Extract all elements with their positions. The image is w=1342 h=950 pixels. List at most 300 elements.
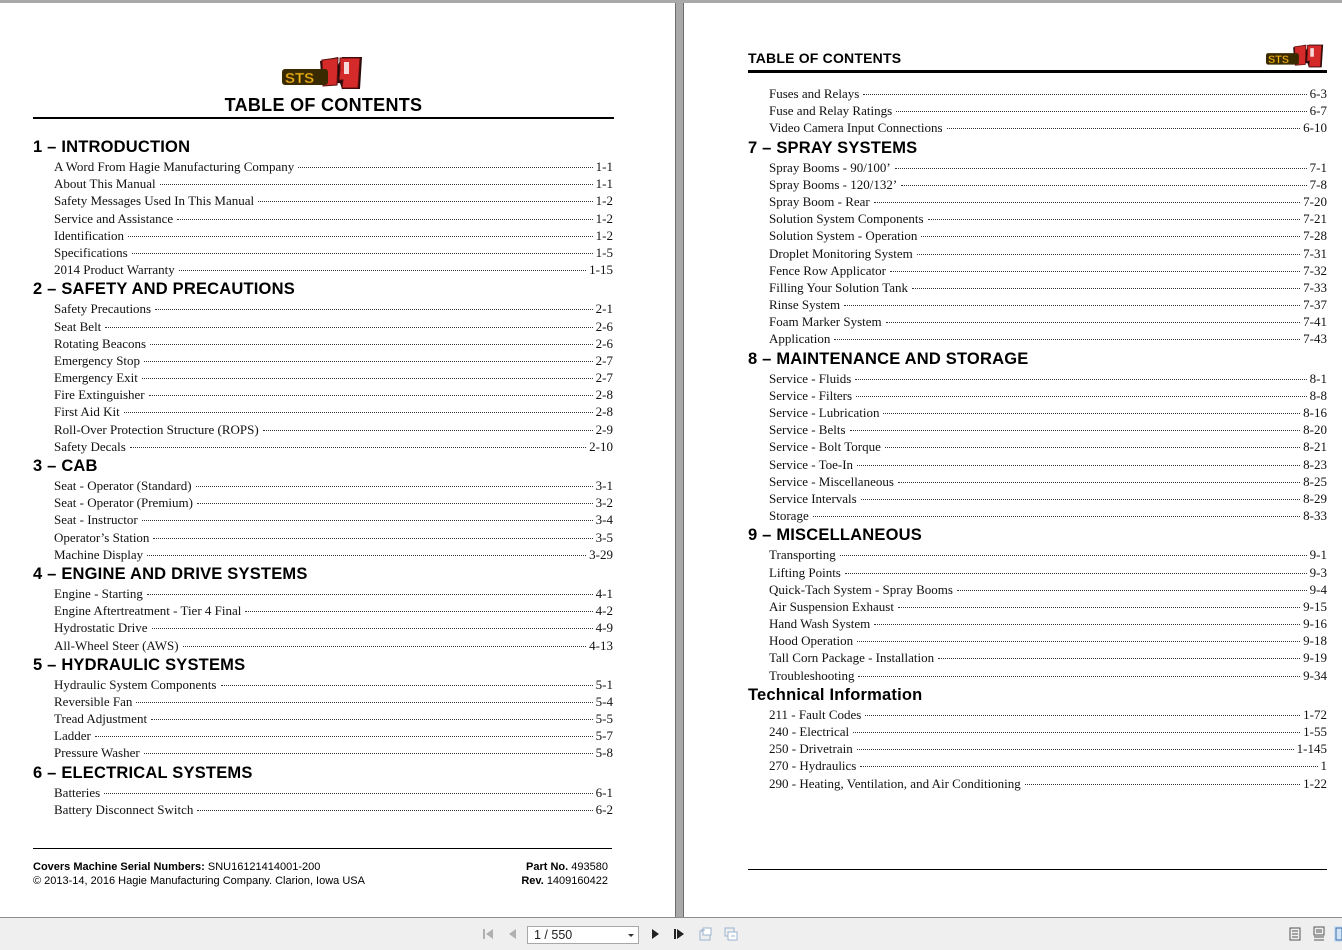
toc-entry-page: 9-1 bbox=[1309, 547, 1327, 563]
toc-entry-page: 4-2 bbox=[595, 603, 613, 619]
toc-entry-title: Quick-Tach System - Spray Booms bbox=[769, 581, 953, 597]
toc-entry-title: Hydrostatic Drive bbox=[54, 620, 148, 636]
toc-entry[interactable] bbox=[748, 757, 1327, 774]
toc-entry-title: Service - Miscellaneous bbox=[769, 473, 894, 489]
toc-entry-title: Droplet Monitoring System bbox=[769, 245, 913, 261]
first-page-icon bbox=[481, 926, 497, 942]
next-page-icon bbox=[647, 926, 663, 942]
toc-entry[interactable] bbox=[748, 404, 1327, 421]
first-page-button[interactable] bbox=[481, 926, 497, 942]
footer-serial-block bbox=[33, 860, 365, 888]
dot-leader bbox=[834, 329, 1300, 340]
dot-leader bbox=[298, 157, 592, 168]
toc-entry-title: Batteries bbox=[54, 784, 101, 800]
toc-entry-title: Hood Operation bbox=[769, 633, 854, 649]
toc-entry-page: 5-1 bbox=[595, 676, 613, 692]
dot-leader bbox=[128, 226, 593, 237]
toc-entry-page: 1-15 bbox=[589, 262, 613, 278]
toc-entry-title: Spray Booms - 120/132’ bbox=[769, 176, 898, 192]
toc-entry[interactable] bbox=[33, 693, 613, 710]
toc-entry-page: 7-1 bbox=[1309, 159, 1327, 175]
sts14-logo-small bbox=[1266, 43, 1326, 69]
toc-entry-title: Specifications bbox=[54, 244, 128, 260]
dot-leader bbox=[1025, 774, 1300, 785]
toc-entry[interactable] bbox=[748, 193, 1327, 210]
toc-entry-page: 1-2 bbox=[595, 193, 613, 209]
toc-entry-page: 6-1 bbox=[595, 784, 613, 800]
dot-leader bbox=[890, 261, 1300, 272]
toc-entry-page: 1-2 bbox=[595, 227, 613, 243]
toc-entry-page: 2-6 bbox=[595, 335, 613, 351]
toc-entry-page: 3-4 bbox=[595, 512, 613, 528]
toc-entry-title: Service and Assistance bbox=[54, 210, 174, 226]
toc-entry[interactable] bbox=[33, 421, 613, 438]
facing-view-icon bbox=[1334, 926, 1342, 942]
toc-entry[interactable] bbox=[33, 744, 613, 761]
dot-leader bbox=[130, 437, 586, 448]
toc-entry-title: Tall Corn Package - Installation bbox=[769, 650, 935, 666]
toc-entry[interactable] bbox=[748, 296, 1327, 313]
header-rule bbox=[748, 70, 1327, 73]
toc-section-heading[interactable]: 9 – MISCELLANEOUS bbox=[748, 526, 922, 545]
toc-entry-page: 2-6 bbox=[595, 318, 613, 334]
toc-entry[interactable] bbox=[33, 637, 613, 654]
dot-leader bbox=[155, 299, 593, 310]
toc-entry-title: Fuse and Relay Ratings bbox=[769, 103, 893, 119]
toc-section-heading[interactable]: Technical Information bbox=[748, 685, 923, 704]
toc-entry[interactable] bbox=[748, 245, 1327, 262]
chevron-down-icon bbox=[628, 934, 634, 937]
dot-leader bbox=[196, 476, 593, 487]
toc-entry-page: 2-7 bbox=[595, 370, 613, 386]
toc-entry-page: 8-33 bbox=[1303, 508, 1327, 524]
toc-entry-page: 2-7 bbox=[595, 352, 613, 368]
toc-entry-page: 8-20 bbox=[1303, 422, 1327, 438]
dot-leader bbox=[874, 614, 1300, 625]
toc-entry[interactable] bbox=[748, 262, 1327, 279]
toc-entry-title: Service - Filters bbox=[769, 387, 853, 403]
footer-rule-right bbox=[748, 869, 1327, 870]
toc-entry-page: 2-8 bbox=[595, 404, 613, 420]
dot-leader bbox=[857, 631, 1300, 642]
toc-entry-title: 211 - Fault Codes bbox=[769, 706, 862, 722]
dot-leader bbox=[105, 317, 592, 328]
toc-entry[interactable] bbox=[33, 227, 613, 244]
toc-entry[interactable] bbox=[748, 159, 1327, 176]
toc-section-heading[interactable]: 7 – SPRAY SYSTEMS bbox=[748, 138, 918, 157]
toc-entry[interactable] bbox=[748, 210, 1327, 227]
dot-leader bbox=[938, 648, 1300, 659]
toc-entry[interactable] bbox=[748, 176, 1327, 193]
page-indicator: 1 / 550 bbox=[534, 928, 573, 942]
toc-entry-page: 7-20 bbox=[1303, 193, 1327, 209]
toc-entry[interactable] bbox=[33, 529, 613, 546]
toc-entry-title: Seat Belt bbox=[54, 318, 102, 334]
toc-entry[interactable] bbox=[748, 723, 1327, 740]
toc-entry[interactable] bbox=[33, 175, 613, 192]
dot-leader bbox=[150, 334, 593, 345]
toc-entry-title: Emergency Exit bbox=[54, 370, 138, 386]
dot-leader bbox=[874, 192, 1300, 203]
toc-entry-page: 8-21 bbox=[1303, 439, 1327, 455]
toc-entry-page: 8-25 bbox=[1303, 473, 1327, 489]
dot-leader bbox=[142, 368, 593, 379]
toc-entry-page: 9-19 bbox=[1303, 650, 1327, 666]
toc-entry-title: Emergency Stop bbox=[54, 352, 141, 368]
toc-entry-page: 1-55 bbox=[1303, 724, 1327, 739]
toc-entry-page: 2-1 bbox=[595, 301, 613, 317]
dot-leader bbox=[856, 386, 1307, 397]
toc-entry-page: 2-10 bbox=[589, 438, 613, 454]
toc-entry[interactable] bbox=[748, 370, 1327, 387]
toc-entry-title: 2014 Product Warranty bbox=[54, 262, 175, 278]
dot-leader bbox=[845, 563, 1307, 574]
toc-entry-page: 2-9 bbox=[595, 421, 613, 437]
toc-entry[interactable] bbox=[33, 676, 613, 693]
toc-entry[interactable] bbox=[33, 801, 613, 818]
pdf-page-left bbox=[0, 3, 676, 917]
toc-entry-title: Seat - Operator (Standard) bbox=[54, 478, 192, 493]
dot-leader bbox=[149, 385, 593, 396]
dot-leader bbox=[917, 244, 1300, 255]
toc-entry-page: 4-1 bbox=[595, 585, 613, 601]
toc-section-heading[interactable]: 6 – ELECTRICAL SYSTEMS bbox=[33, 763, 253, 782]
dot-leader bbox=[947, 118, 1301, 129]
facing-view-button[interactable] bbox=[1334, 926, 1342, 942]
dot-leader bbox=[245, 601, 592, 612]
previous-view-button[interactable] bbox=[697, 926, 713, 942]
toc-entry-title: Foam Marker System bbox=[769, 314, 882, 330]
toc-entry-title: Troubleshooting bbox=[769, 667, 855, 683]
toc-entry[interactable] bbox=[33, 318, 613, 335]
dot-leader bbox=[153, 528, 592, 539]
toc-section-heading[interactable]: 8 – MAINTENANCE AND STORAGE bbox=[748, 349, 1029, 368]
toc-entry-title: Safety Decals bbox=[54, 438, 126, 454]
copyright: © 2013-14, 2016 Hagie Manufacturing Company. Clarion, Iowa USA bbox=[33, 875, 365, 887]
toc-entry-title: Safety Messages Used In This Manual bbox=[54, 193, 255, 209]
toc-section-heading[interactable]: 1 – INTRODUCTION bbox=[33, 138, 191, 156]
toc-entry-page: 1-72 bbox=[1303, 706, 1327, 722]
toc-entry-page: 6-2 bbox=[595, 801, 613, 817]
part-value: 493580 bbox=[571, 861, 608, 873]
toc-entry[interactable] bbox=[33, 335, 613, 352]
rev-value: 1409160422 bbox=[546, 875, 608, 887]
dot-leader bbox=[863, 84, 1306, 95]
last-page-button[interactable] bbox=[671, 926, 687, 942]
toc-entry[interactable] bbox=[33, 710, 613, 727]
toc-entry[interactable] bbox=[748, 421, 1327, 438]
dot-leader bbox=[144, 351, 593, 362]
dot-leader bbox=[147, 584, 593, 595]
toc-entry-title: Service Intervals bbox=[769, 490, 857, 506]
dot-leader bbox=[144, 743, 593, 754]
toc-entry-title: Pressure Washer bbox=[54, 745, 140, 761]
toc-entry-title: Operator’s Station bbox=[54, 529, 150, 545]
dot-leader bbox=[151, 709, 593, 720]
dot-leader bbox=[898, 597, 1300, 608]
toc-entry-page: 5-5 bbox=[595, 711, 613, 727]
toc-entry[interactable] bbox=[33, 619, 613, 636]
toc-entry-title: Air Suspension Exhaust bbox=[769, 598, 894, 614]
toc-entry-title: Rotating Beacons bbox=[54, 335, 147, 351]
previous-page-button[interactable] bbox=[505, 926, 521, 942]
toc-entry-title: Storage bbox=[769, 508, 809, 524]
dot-leader bbox=[928, 209, 1301, 220]
pdf-page-right bbox=[683, 3, 1342, 917]
toc-entry-title: Solution System Components bbox=[769, 211, 924, 227]
dot-leader bbox=[179, 260, 586, 271]
dot-leader bbox=[883, 403, 1300, 414]
toc-entry-title: Machine Display bbox=[54, 546, 144, 562]
toc-entry-page: 1-1 bbox=[595, 176, 613, 192]
toc-entry-title: Video Camera Input Connections bbox=[769, 120, 943, 136]
title-rule bbox=[33, 117, 614, 119]
toc-entry-page: 4-13 bbox=[589, 637, 613, 653]
next-view-icon bbox=[723, 926, 739, 942]
dot-leader bbox=[183, 636, 587, 647]
toc-entry-page: 1-5 bbox=[595, 244, 613, 260]
toc-entry-title: Engine - Starting bbox=[54, 585, 143, 601]
toc-entry-page: 9-4 bbox=[1309, 581, 1327, 597]
toc-entry[interactable] bbox=[748, 546, 1327, 563]
toc-section-heading[interactable]: 3 – CAB bbox=[33, 457, 98, 475]
toc-entry-title: Solution System - Operation bbox=[769, 228, 918, 244]
toc-entry[interactable] bbox=[748, 667, 1327, 684]
toc-entry-page: 7-28 bbox=[1303, 228, 1327, 244]
toc-entry-page: 8-1 bbox=[1309, 370, 1327, 386]
toc-entry-page: 4-9 bbox=[595, 620, 613, 636]
toc-entry-title: A Word From Hagie Manufacturing Company bbox=[54, 159, 295, 174]
toc-entry-page: 7-33 bbox=[1303, 279, 1327, 295]
toc-entry-page: 7-31 bbox=[1303, 245, 1327, 261]
toc-right-column bbox=[748, 85, 1327, 792]
toc-entry-page: 9-15 bbox=[1303, 598, 1327, 614]
dot-leader bbox=[896, 101, 1307, 112]
toc-entry-page: 1-22 bbox=[1303, 775, 1327, 791]
part-label: Part No. bbox=[526, 861, 569, 873]
toc-entry[interactable] bbox=[748, 775, 1327, 792]
dot-leader bbox=[258, 191, 593, 202]
toc-entry-page: 1 bbox=[1320, 758, 1327, 774]
toc-entry-page: 7-21 bbox=[1303, 211, 1327, 227]
dot-leader bbox=[957, 580, 1307, 591]
toc-entry-page: 1-1 bbox=[595, 159, 613, 174]
toc-entry[interactable] bbox=[33, 438, 613, 455]
dot-leader bbox=[857, 739, 1294, 750]
toc-entry[interactable] bbox=[748, 313, 1327, 330]
toc-entry[interactable] bbox=[33, 585, 613, 602]
toc-entry-page: 9-3 bbox=[1309, 564, 1327, 580]
toc-entry[interactable] bbox=[748, 615, 1327, 632]
toc-entry[interactable] bbox=[748, 632, 1327, 649]
svg-text:STS: STS bbox=[1268, 54, 1289, 67]
continuous-view-button[interactable] bbox=[1311, 926, 1327, 942]
single-page-view-button[interactable] bbox=[1287, 926, 1303, 942]
toc-entry-title: Roll-Over Protection Structure (ROPS) bbox=[54, 421, 259, 437]
toc-entry[interactable] bbox=[33, 727, 613, 744]
dot-leader bbox=[865, 705, 1300, 716]
toc-entry-page: 3-1 bbox=[595, 478, 613, 493]
toc-entry[interactable] bbox=[33, 784, 613, 801]
toc-entry[interactable] bbox=[33, 477, 613, 494]
dot-leader bbox=[136, 692, 592, 703]
toc-entry-page: 5-4 bbox=[595, 693, 613, 709]
dot-leader bbox=[813, 506, 1300, 517]
toc-entry-page: 6-3 bbox=[1309, 86, 1327, 101]
dot-leader bbox=[861, 489, 1300, 500]
toc-entry-title: Reversible Fan bbox=[54, 693, 133, 709]
footer-part-block bbox=[470, 860, 608, 888]
toc-entry-page: 8-16 bbox=[1303, 405, 1327, 420]
dot-leader bbox=[901, 175, 1306, 186]
dot-leader bbox=[221, 675, 593, 686]
toc-entry-title: Lifting Points bbox=[769, 564, 841, 580]
toc-entry[interactable] bbox=[748, 473, 1327, 490]
toc-entry[interactable] bbox=[33, 386, 613, 403]
toc-entry[interactable] bbox=[33, 602, 613, 619]
toc-entry[interactable] bbox=[33, 158, 613, 175]
toc-section-heading[interactable]: 4 – ENGINE AND DRIVE SYSTEMS bbox=[33, 564, 308, 583]
toc-entry-title: Seat - Operator (Premium) bbox=[54, 495, 193, 511]
toc-entry[interactable] bbox=[33, 494, 613, 511]
toc-entry-page: 1-2 bbox=[595, 210, 613, 226]
logo-text: STS bbox=[285, 70, 315, 87]
toc-entry-title: Service - Toe-In bbox=[769, 456, 854, 472]
rev-label: Rev. bbox=[521, 875, 544, 887]
toc-entry-page: 8-23 bbox=[1303, 456, 1327, 472]
toc-entry-title: First Aid Kit bbox=[54, 404, 120, 420]
toc-entry[interactable] bbox=[748, 387, 1327, 404]
next-page-button[interactable] bbox=[647, 926, 663, 942]
continuous-view-icon bbox=[1311, 926, 1327, 942]
toc-entry-title: Fence Row Applicator bbox=[769, 262, 886, 278]
dot-leader bbox=[912, 278, 1300, 289]
serial-label: Covers Machine Serial Numbers: bbox=[33, 861, 205, 873]
toc-entry-title: About This Manual bbox=[54, 176, 156, 192]
toc-section-heading[interactable]: 2 – SAFETY AND PRECAUTIONS bbox=[33, 280, 295, 299]
footer-rule bbox=[33, 848, 612, 849]
previous-view-icon bbox=[697, 926, 713, 942]
toc-entry-title: 290 - Heating, Ventilation, and Air Conditioning bbox=[769, 775, 1021, 791]
toc-entry-page: 7-43 bbox=[1303, 331, 1327, 347]
dot-leader bbox=[858, 666, 1300, 677]
toc-entry-title: Service - Fluids bbox=[769, 370, 852, 386]
dot-leader bbox=[840, 545, 1307, 556]
toc-entry-page: 6-10 bbox=[1303, 120, 1327, 136]
toc-entry[interactable] bbox=[748, 706, 1327, 723]
dot-leader bbox=[177, 209, 593, 220]
dot-leader bbox=[104, 783, 592, 794]
toc-entry-page: 5-8 bbox=[595, 745, 613, 761]
toc-entry-title: Service - Lubrication bbox=[769, 405, 880, 420]
toc-entry[interactable] bbox=[748, 740, 1327, 757]
toc-running-header: TABLE OF CONTENTS bbox=[748, 50, 902, 66]
toc-entry-page: 3-2 bbox=[595, 495, 613, 511]
toc-entry[interactable] bbox=[748, 456, 1327, 473]
toc-entry[interactable] bbox=[748, 490, 1327, 507]
toc-entry-page: 7-8 bbox=[1309, 176, 1327, 192]
toc-entry[interactable] bbox=[748, 564, 1327, 581]
toc-entry[interactable] bbox=[33, 546, 613, 563]
toc-entry[interactable] bbox=[748, 649, 1327, 666]
toc-left-column bbox=[33, 136, 613, 818]
dot-leader bbox=[142, 510, 593, 521]
toc-entry[interactable] bbox=[33, 511, 613, 528]
toc-entry[interactable] bbox=[748, 102, 1327, 119]
dot-leader bbox=[886, 312, 1301, 323]
sts14-logo bbox=[282, 55, 366, 91]
toc-entry-title: Safety Precautions bbox=[54, 301, 152, 317]
toc-entry-page: 3-29 bbox=[589, 546, 613, 562]
toc-entry[interactable] bbox=[748, 438, 1327, 455]
toc-title: TABLE OF CONTENTS bbox=[224, 95, 423, 115]
dot-leader bbox=[147, 545, 586, 556]
toc-entry[interactable] bbox=[748, 598, 1327, 615]
toc-entry-page: 7-37 bbox=[1303, 297, 1327, 313]
toc-entry[interactable] bbox=[33, 352, 613, 369]
toc-entry-title: Battery Disconnect Switch bbox=[54, 801, 194, 817]
toc-entry-title: 250 - Drivetrain bbox=[769, 741, 853, 757]
page-number-select[interactable] bbox=[527, 926, 639, 944]
toc-entry[interactable] bbox=[33, 210, 613, 227]
dot-leader bbox=[860, 756, 1317, 767]
toc-entry-page: 7-32 bbox=[1303, 262, 1327, 278]
toc-entry-page: 9-16 bbox=[1303, 616, 1327, 632]
dot-leader bbox=[921, 226, 1300, 237]
navigation-toolbar bbox=[0, 917, 1342, 950]
dot-leader bbox=[132, 243, 593, 254]
toc-entry-page: 7-41 bbox=[1303, 314, 1327, 330]
toc-entry[interactable] bbox=[33, 403, 613, 420]
serial-value: SNU16121414001-200 bbox=[207, 861, 321, 873]
dot-leader bbox=[898, 472, 1300, 483]
toc-section-heading[interactable]: 5 – HYDRAULIC SYSTEMS bbox=[33, 655, 246, 674]
toc-entry-title: All-Wheel Steer (AWS) bbox=[54, 637, 179, 653]
toc-entry[interactable] bbox=[748, 119, 1327, 136]
dot-leader bbox=[844, 295, 1300, 306]
toc-entry[interactable] bbox=[748, 227, 1327, 244]
last-page-icon bbox=[671, 926, 687, 942]
dot-leader bbox=[853, 722, 1300, 733]
toc-entry[interactable] bbox=[748, 85, 1327, 102]
toc-entry[interactable] bbox=[33, 300, 613, 317]
toc-entry[interactable] bbox=[748, 279, 1327, 296]
toc-entry-page: 8-8 bbox=[1309, 387, 1327, 403]
toc-entry[interactable] bbox=[748, 330, 1327, 347]
toc-entry-title: Seat - Instructor bbox=[54, 512, 138, 528]
dot-leader bbox=[263, 420, 593, 431]
toc-entry-title: Application bbox=[769, 331, 831, 347]
toc-entry-page: 1-145 bbox=[1296, 741, 1327, 757]
toc-entry-title: 240 - Electrical bbox=[769, 724, 850, 739]
toc-entry-title: 270 - Hydraulics bbox=[769, 758, 857, 774]
toc-entry[interactable] bbox=[33, 369, 613, 386]
single-page-view-icon bbox=[1287, 926, 1303, 942]
toc-entry-page: 8-29 bbox=[1303, 490, 1327, 506]
toc-entry[interactable] bbox=[748, 507, 1327, 524]
toc-entry[interactable] bbox=[748, 581, 1327, 598]
toc-entry-title: Spray Booms - 90/100’ bbox=[769, 159, 891, 175]
toc-entry[interactable] bbox=[33, 244, 613, 261]
toc-entry-title: Rinse System bbox=[769, 297, 841, 313]
dot-leader bbox=[95, 726, 593, 737]
toc-entry-title: Spray Boom - Rear bbox=[769, 193, 870, 209]
dot-leader bbox=[885, 437, 1300, 448]
toc-entry[interactable] bbox=[33, 192, 613, 209]
next-view-button[interactable] bbox=[723, 926, 739, 942]
toc-entry-title: Engine Aftertreatment - Tier 4 Final bbox=[54, 603, 242, 619]
toc-entry[interactable] bbox=[33, 261, 613, 278]
